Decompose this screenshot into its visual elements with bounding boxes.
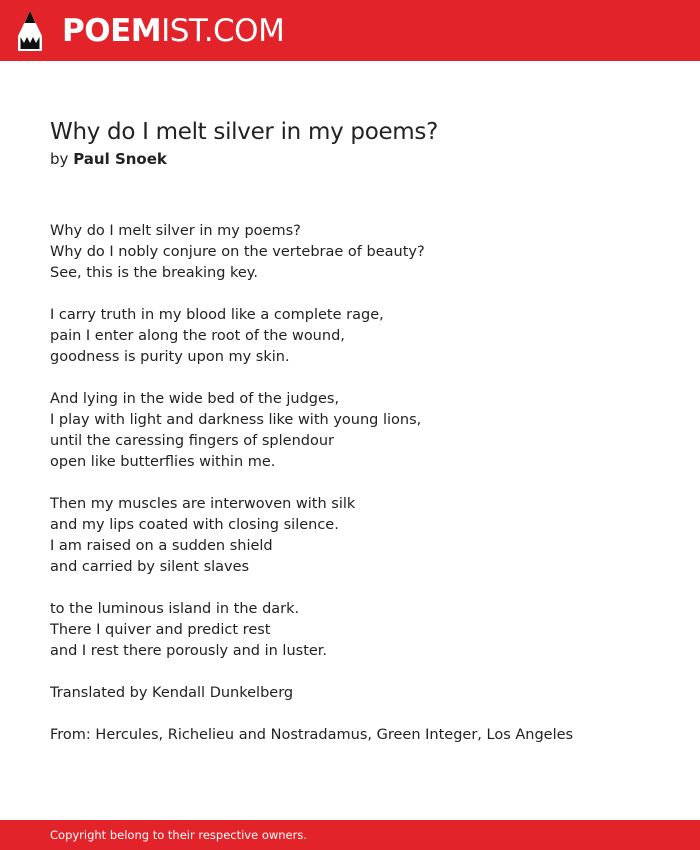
stanza (50, 494, 670, 578)
poem-line: Why do I melt silver in my poems? (50, 223, 301, 239)
logo-text-bold: POEM (62, 13, 162, 49)
stanza (50, 389, 670, 473)
site-footer (0, 820, 700, 850)
source-note: From: Hercules, Richelieu and Nostradamus, Green Integer, Los Angeles (50, 727, 574, 743)
byline (50, 149, 670, 170)
poem-body (50, 221, 670, 746)
poem-line: See, this is the breaking key. (50, 265, 258, 281)
poem-line: and I rest there porously and in luster. (50, 643, 328, 659)
poem-line: And lying in the wide bed of the judges, (50, 391, 340, 407)
poem-line: Then my muscles are interwoven with silk (50, 496, 356, 512)
poem-line: I am raised on a sudden shield (50, 538, 273, 554)
stanza (50, 599, 670, 662)
poem-title: Why do I melt silver in my poems? (50, 119, 439, 145)
stanza (50, 305, 670, 368)
poem-line: goodness is purity upon my skin. (50, 349, 290, 365)
poem-line: and carried by silent slaves (50, 559, 250, 575)
author-name: Paul Snoek (73, 150, 167, 168)
poem-line: Why do I nobly conjure on the vertebrae of beauty? (50, 244, 425, 260)
poem-line: I carry truth in my blood like a complete rage, (50, 307, 384, 323)
poem-line: until the caressing fingers of splendour (50, 433, 334, 449)
poem-line: to the luminous island in the dark. (50, 601, 300, 617)
poem-line: and my lips coated with closing silence. (50, 517, 339, 533)
poem-line: pain I enter along the root of the wound, (50, 328, 345, 344)
stanza (50, 221, 670, 284)
poem-line: open like butterflies within me. (50, 454, 276, 470)
site-header (0, 0, 700, 61)
poem-line: There I quiver and predict rest (50, 622, 271, 638)
poem-content (50, 114, 670, 767)
site-logo[interactable] (62, 12, 284, 50)
by-label: by (50, 150, 69, 168)
copyright-text: Copyright belong to their respective owners. (50, 828, 308, 842)
logo-text-light: IST.COM (161, 13, 285, 49)
poem-line: I play with light and darkness like with young lions, (50, 412, 422, 428)
pencil-icon (17, 10, 43, 52)
translator-note: Translated by Kendall Dunkelberg (50, 685, 294, 701)
